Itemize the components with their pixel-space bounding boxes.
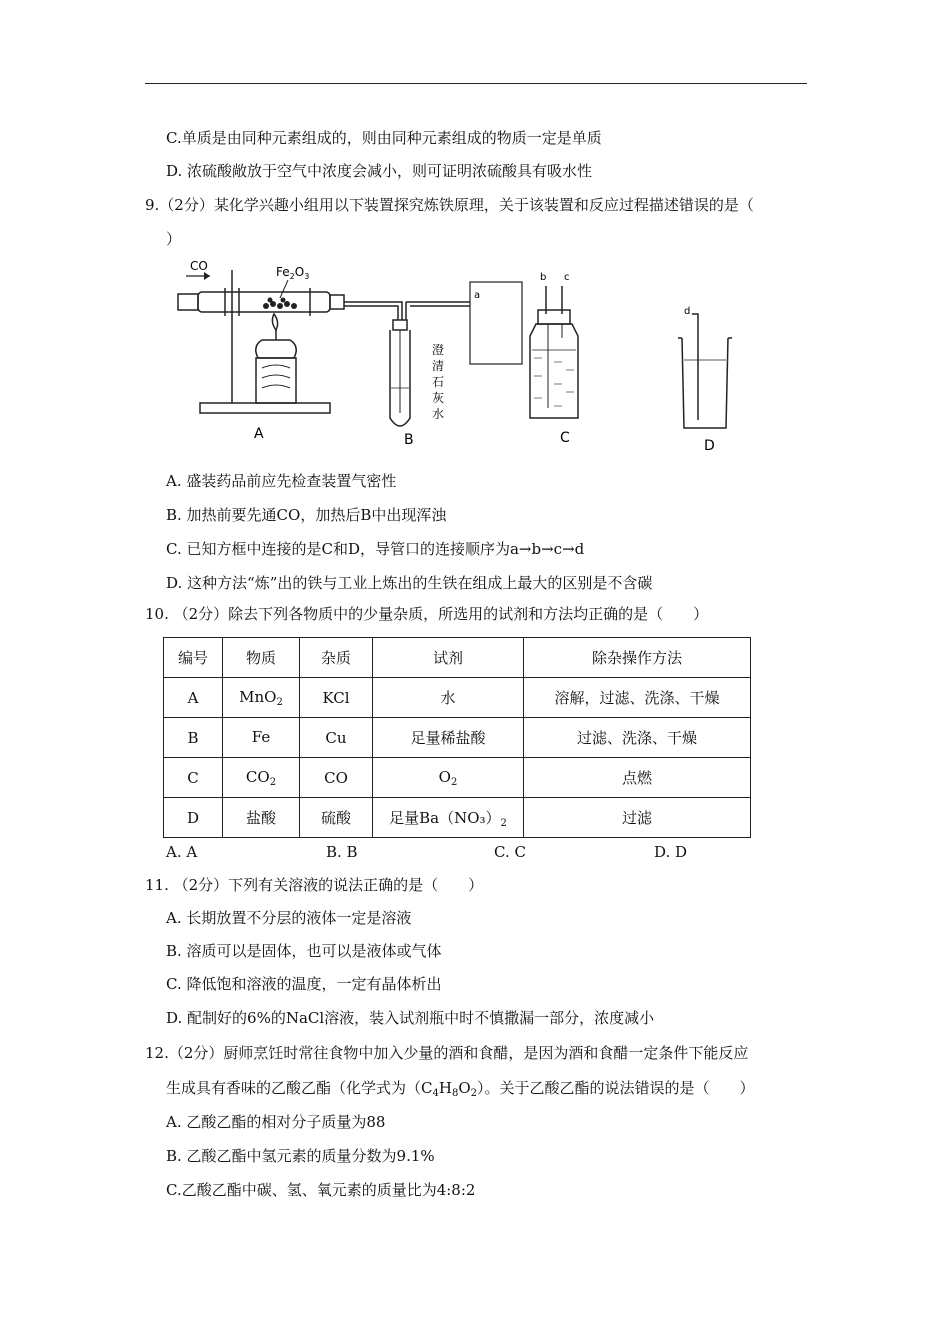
cell-id: A xyxy=(164,678,223,718)
header-rule xyxy=(145,83,807,84)
q11-option-a: A. 长期放置不分层的液体一定是溶液 xyxy=(166,909,412,927)
table-row xyxy=(164,718,751,758)
left-stopper xyxy=(178,294,198,310)
cell-impurity: KCl xyxy=(300,678,373,718)
q9-stem-line2: ） xyxy=(166,230,182,248)
svg-text:清: 清 xyxy=(432,359,445,373)
q11-option-d: D. 配制好的6%的NaCl溶液，装入试剂瓶中时不慎撒漏一部分，浓度减小 xyxy=(166,1009,655,1027)
bottle-c xyxy=(530,324,578,418)
q12-stem-line1: 12.（2分）厨师烹饪时常往食物中加入少量的酒和食醋，是因为酒和食醋一定条件下能反应 xyxy=(145,1044,749,1062)
cell-reagent: 水 xyxy=(373,678,524,718)
co-label: CO xyxy=(190,259,208,273)
flame xyxy=(272,314,277,330)
port-c-label: c xyxy=(564,272,570,283)
cell-reagent: 足量稀盐酸 xyxy=(373,718,524,758)
svg-text:石: 石 xyxy=(432,375,445,389)
svg-text:水: 水 xyxy=(432,407,445,421)
q10-table xyxy=(163,637,751,838)
q9-option-a: A. 盛装药品前应先检查装置气密性 xyxy=(166,472,397,490)
q9-apparatus-figure xyxy=(170,258,750,458)
q12-option-c: C.乙酸乙酯中碳、氢、氧元素的质量比为4:8:2 xyxy=(166,1181,476,1199)
q12-stem-line2: 生成具有香味的乙酸乙酯（化学式为$(C_4H_8O_2)$。关于乙酸乙酯的说法错误的是（ ） xyxy=(166,1079,755,1099)
q9-option-d: D. 这种方法“炼”出的铁与工业上炼出的生铁在组成上最大的区别是不含碳 xyxy=(166,574,653,592)
port-d-label: d xyxy=(684,306,691,317)
cell-substance: MnO$_2$ xyxy=(223,678,300,718)
q10-stem: 10. （2分）除去下列各物质中的少量杂质，所选用的试剂和方法均正确的是（ ） xyxy=(145,605,709,623)
svg-text:灰: 灰 xyxy=(432,391,445,405)
header-reagent: 试剂 xyxy=(373,638,524,678)
limewater-label xyxy=(432,343,444,421)
cell-impurity: Cu xyxy=(300,718,373,758)
right-stopper xyxy=(330,295,344,309)
table-row xyxy=(164,758,751,798)
label-c: C xyxy=(560,430,570,446)
q8-option-c: C.单质是由同种元素组成的，则由同种元素组成的物质一定是单质 xyxy=(166,129,602,147)
table-row xyxy=(164,678,751,718)
q8-option-d: D. 浓硫酸敞放于空气中浓度会减小，则可证明浓硫酸具有吸水性 xyxy=(166,162,593,180)
label-a: A xyxy=(254,426,264,442)
cell-id: B xyxy=(164,718,223,758)
header-substance: 物质 xyxy=(223,638,300,678)
cell-impurity: CO xyxy=(300,758,373,798)
q11-option-b: B. 溶质可以是固体，也可以是液体或气体 xyxy=(166,942,442,960)
b-stopper xyxy=(393,320,407,330)
stand-base xyxy=(200,403,330,413)
q10-option-d: D. D xyxy=(654,843,688,861)
beaker-d xyxy=(682,338,728,428)
q10-option-a: A. A xyxy=(166,843,198,861)
cell-id: D xyxy=(164,798,223,838)
q12-option-b: B. 乙酸乙酯中氢元素的质量分数为9.1% xyxy=(166,1147,435,1165)
fe2o3-sample xyxy=(263,298,297,310)
q9-stem-line1: 9.（2分）某化学兴趣小组用以下装置探究炼铁原理，关于该装置和反应过程描述错误的是（ xyxy=(145,196,754,214)
cell-substance: Fe xyxy=(223,718,300,758)
cell-reagent: $O_2$ xyxy=(373,758,524,798)
cell-method: 过滤 xyxy=(524,798,751,838)
cell-method: 溶解，过滤、洗涤、干燥 xyxy=(524,678,751,718)
cell-impurity: 硫酸 xyxy=(300,798,373,838)
q9-option-b: B. 加热前要先通CO，加热后B中出现浑浊 xyxy=(166,506,447,524)
c-stopper xyxy=(538,310,570,324)
port-b-label: b xyxy=(540,272,547,283)
port-a-label: a xyxy=(474,290,481,301)
header-impurity: 杂质 xyxy=(300,638,373,678)
cell-substance: $CO_2$ xyxy=(223,758,300,798)
alcohol-lamp xyxy=(256,340,297,358)
cell-substance: 盐酸 xyxy=(223,798,300,838)
cell-method: 点燃 xyxy=(524,758,751,798)
cell-id: C xyxy=(164,758,223,798)
header-method: 除杂操作方法 xyxy=(524,638,751,678)
tube-d xyxy=(692,314,698,420)
q10-option-c: C. C xyxy=(494,843,526,861)
cell-method: 过滤、洗涤、干燥 xyxy=(524,718,751,758)
q10-option-b: B. B xyxy=(326,843,358,861)
table-header-row xyxy=(164,638,751,678)
q11-option-c: C. 降低饱和溶液的温度，一定有晶体析出 xyxy=(166,975,442,993)
cell-reagent: 足量$Ba(NO_3)_2$ xyxy=(373,798,524,838)
table-row xyxy=(164,798,751,838)
q9-option-c: C. 已知方框中连接的是C和D，导管口的连接顺序为a→b→c→d xyxy=(166,540,585,558)
fe2o3-label: $Fe_2O_3$ xyxy=(276,265,310,281)
label-b: B xyxy=(404,432,414,448)
label-d: D xyxy=(704,438,715,454)
q12-option-a: A. 乙酸乙酯的相对分子质量为88 xyxy=(166,1113,386,1131)
q11-stem: 11. （2分）下列有关溶液的说法正确的是（ ） xyxy=(145,876,484,894)
svg-text:澄: 澄 xyxy=(432,343,445,357)
header-id: 编号 xyxy=(164,638,223,678)
